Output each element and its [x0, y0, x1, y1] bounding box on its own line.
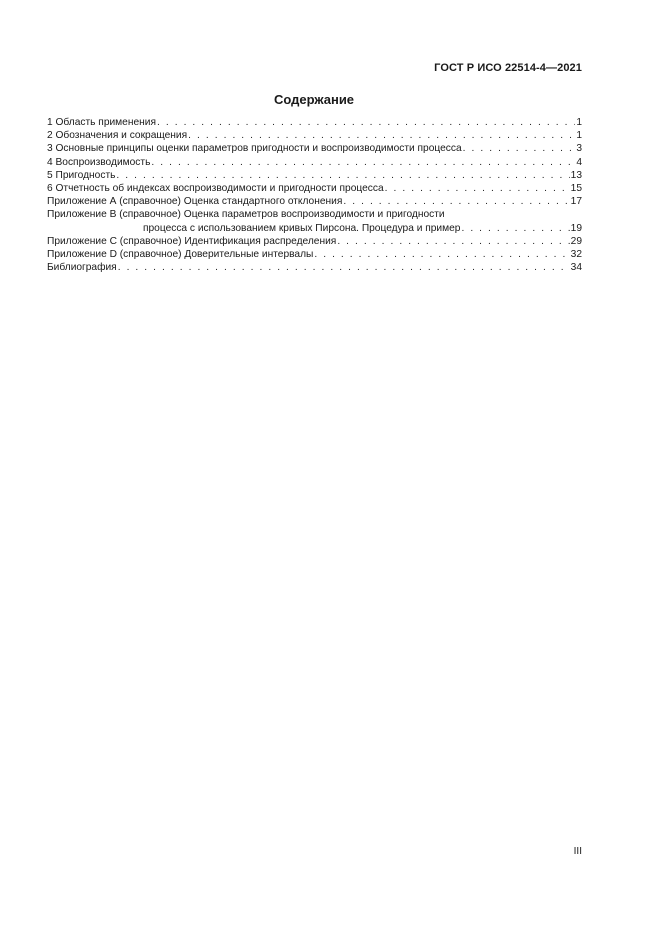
toc-entry-appendix-c[interactable] — [47, 235, 582, 248]
toc-entry-page: 4 — [576, 156, 582, 168]
toc-entry-label: 1 Область применения — [47, 117, 156, 128]
toc-entry-label: 6 Отчетность об индексах воспроизводимости и пригодности процесса — [47, 183, 384, 195]
toc-entry-page: 32 — [570, 249, 582, 261]
toc-entry-2[interactable] — [47, 129, 582, 142]
toc-entry-page: 13 — [570, 169, 582, 181]
toc-entry-page: 1 — [576, 117, 582, 128]
toc-entry-6[interactable] — [47, 182, 582, 195]
toc-entry-label: 4 Воспроизводимость — [47, 156, 151, 168]
toc-entry-1[interactable] — [47, 116, 582, 129]
toc-entry-page: 34 — [570, 262, 582, 274]
toc-entry-label: Приложение А (справочное) Оценка стандартного отклонения — [47, 196, 343, 208]
toc-entry-appendix-a[interactable] — [47, 195, 582, 208]
toc-dot-leader — [343, 195, 569, 208]
toc-entry-appendix-b-line2[interactable] — [47, 222, 582, 235]
toc-entry-appendix-d[interactable] — [47, 248, 582, 261]
toc-entry-label: 3 Основные принципы оценки параметров пригодности и воспроизводимости процесса — [47, 143, 462, 155]
toc-dot-leader — [157, 116, 575, 129]
toc-entry-label: Приложение В (справочное) Оценка параметров воспроизводимости и пригодности — [47, 209, 445, 221]
toc-dot-leader — [461, 222, 569, 235]
toc-title: Содержание — [273, 92, 355, 107]
toc-entry-page: 19 — [570, 222, 582, 234]
toc-dot-leader — [385, 182, 570, 195]
toc-entry-continuation: процесса с использованием кривых Пирсона. Процедура и пример — [143, 222, 461, 234]
toc-dot-leader — [463, 142, 576, 155]
toc-dot-leader — [337, 235, 569, 248]
page-number: III — [573, 846, 582, 857]
toc-entry-4[interactable] — [47, 156, 582, 169]
toc-entry-label: 5 Пригодность — [47, 169, 116, 181]
toc-entry-label: 2 Обозначения и сокращения — [47, 130, 188, 142]
toc-entry-page: 17 — [570, 196, 582, 208]
toc-entry-appendix-b-line1[interactable] — [47, 208, 582, 221]
toc-entry-label: Библиография — [47, 262, 117, 274]
toc-entry-5[interactable] — [47, 169, 582, 182]
toc-entry-page: 3 — [576, 143, 582, 155]
toc-entry-3[interactable] — [47, 142, 582, 155]
document-code: ГОСТ Р ИСО 22514-4—2021 — [434, 62, 582, 74]
toc-entry-page: 15 — [570, 183, 582, 195]
toc-entry-label: Приложение D (справочное) Доверительные интервалы — [47, 249, 314, 261]
toc-dot-leader — [314, 248, 569, 261]
toc-entry-page: 29 — [570, 235, 582, 247]
toc-entry-label: Приложение С (справочное) Идентификация распределения — [47, 235, 337, 247]
toc-entry-page: 1 — [576, 130, 582, 142]
table-of-contents — [47, 116, 582, 274]
toc-dot-leader — [118, 261, 570, 274]
toc-dot-leader — [116, 169, 569, 182]
toc-dot-leader — [151, 156, 575, 169]
toc-entry-bibliography[interactable] — [47, 261, 582, 274]
toc-dot-leader — [188, 129, 575, 142]
